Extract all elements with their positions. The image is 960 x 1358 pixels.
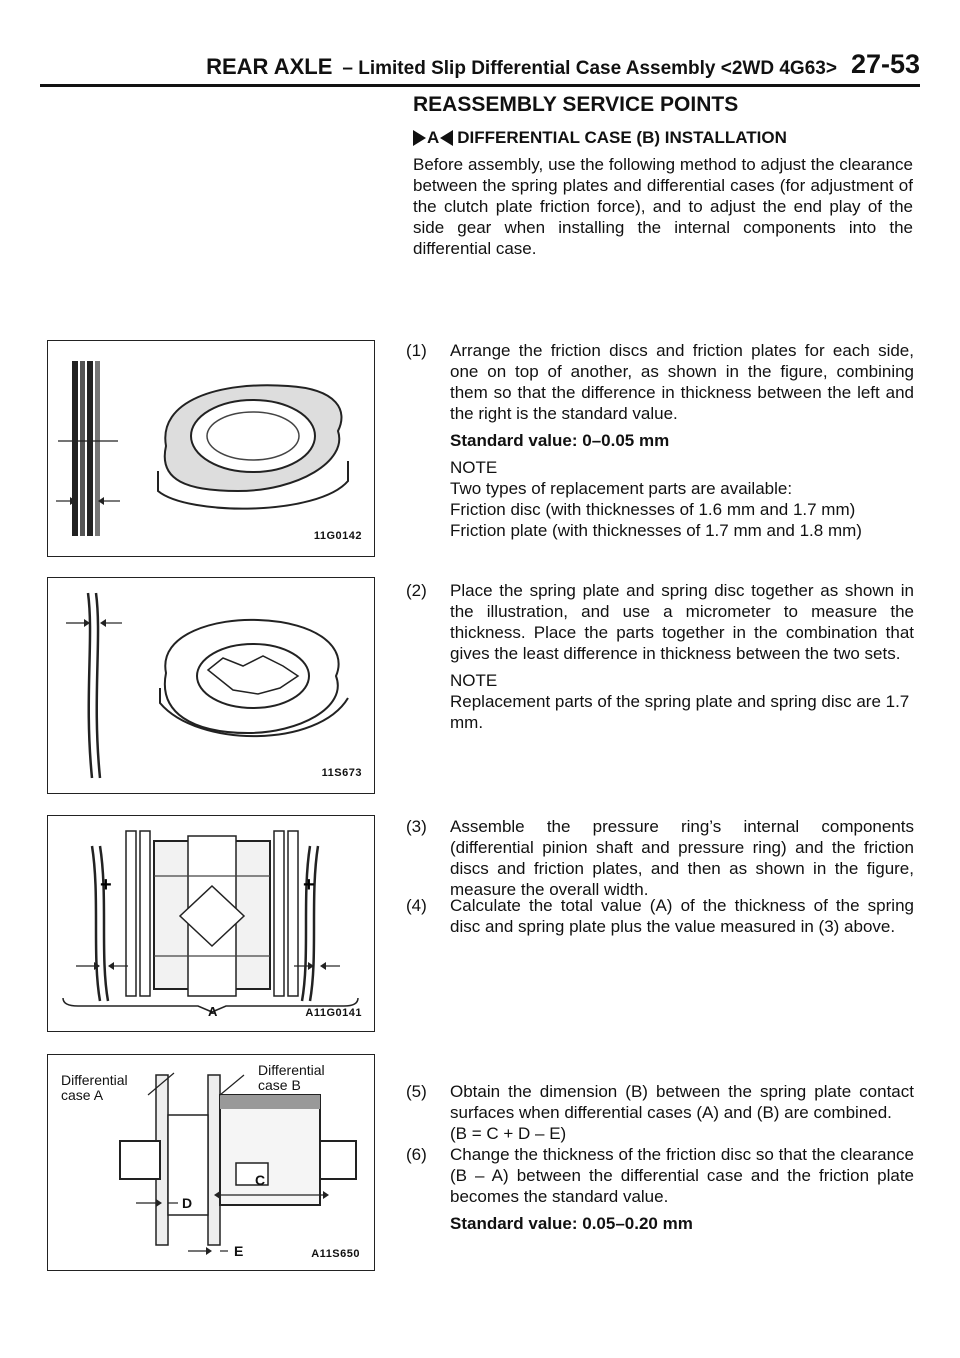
note-1 bbox=[450, 457, 914, 541]
arrow-left-icon bbox=[440, 130, 453, 146]
figure-differential-cases bbox=[47, 1054, 375, 1271]
step-4 bbox=[406, 895, 914, 937]
figure-spring-plate bbox=[47, 577, 375, 794]
page-number: 27-53 bbox=[850, 49, 920, 79]
note-line: Two types of replacement parts are available: bbox=[450, 479, 793, 498]
dimension-label-a: A bbox=[208, 1004, 218, 1019]
note-line: Replacement parts of the spring plate and spring disc are 1.7 mm. bbox=[450, 692, 910, 732]
step-number: (5) bbox=[406, 1082, 427, 1101]
step-5 bbox=[406, 1081, 914, 1144]
subtitle-marker: A bbox=[427, 128, 440, 147]
step-text: Change the thickness of the friction disc so that the clearance (B – A) between the differential case and the friction plate becomes the standard value. bbox=[450, 1145, 914, 1206]
step-6 bbox=[406, 1144, 914, 1234]
section-title: REAR AXLE bbox=[206, 54, 333, 79]
step-number: (6) bbox=[406, 1145, 427, 1164]
svg-text:+: + bbox=[303, 874, 315, 896]
note-title: NOTE bbox=[450, 458, 498, 477]
subsection-title: – Limited Slip Differential Case Assembly <2WD 4G63> bbox=[342, 58, 837, 79]
step-number: (1) bbox=[406, 341, 427, 360]
label-differential-case-a: Differential case A bbox=[61, 1072, 128, 1103]
note-title: NOTE bbox=[450, 671, 498, 690]
step-number: (4) bbox=[406, 896, 427, 915]
installation-subtitle bbox=[413, 127, 913, 148]
step-text: Obtain the dimension (B) between the spring plate contact surfaces when differential cases (A) and (B) are combined. bbox=[450, 1082, 914, 1122]
service-points-title: REASSEMBLY SERVICE POINTS bbox=[413, 93, 739, 116]
arrow-right-icon bbox=[413, 130, 426, 146]
note-line: Friction plate (with thicknesses of 1.7 mm and 1.8 mm) bbox=[450, 521, 862, 540]
figure-friction-discs bbox=[47, 340, 375, 557]
step-3 bbox=[406, 816, 914, 900]
spring-plate-illustration bbox=[48, 578, 374, 793]
figure-overall-width bbox=[47, 815, 375, 1032]
dimension-label-e: E bbox=[234, 1243, 244, 1259]
dimension-label-c: C bbox=[255, 1172, 266, 1188]
step-1 bbox=[406, 340, 914, 541]
intro-paragraph: Before assembly, use the following method to adjust the clearance between the spring plates and differential cases (for adjustment of the clutch plate friction force), and to adjust the end play of the side gear when installing the internal components into the differential case. bbox=[413, 155, 913, 258]
subtitle-text: DIFFERENTIAL CASE (B) INSTALLATION bbox=[457, 128, 787, 147]
svg-text:+: + bbox=[100, 874, 112, 896]
note-line: Friction disc (with thicknesses of 1.6 mm and 1.7 mm) bbox=[450, 500, 856, 519]
pressure-ring-assembly-illustration bbox=[48, 816, 374, 1031]
header-rule bbox=[40, 84, 920, 87]
step-text: Calculate the total value (A) of the thickness of the spring disc and spring plate plus the value measured in (3) above. bbox=[450, 896, 914, 936]
step-text: Arrange the friction discs and friction plates for each side, one on top of another, as shown in the figure, combining them so that the difference in thickness between the left and the right is the standard value. bbox=[450, 341, 914, 423]
step-2 bbox=[406, 580, 914, 733]
figure-code: A11S650 bbox=[311, 1248, 360, 1260]
standard-value-2: Standard value: 0.05–0.20 mm bbox=[450, 1214, 693, 1233]
step-text: Place the spring plate and spring disc together as shown in the illustration, and use a micrometer to measure the thickness. Place the parts together in the combination that gives the least difference in thickness between the two sets. bbox=[450, 581, 914, 663]
step-number: (3) bbox=[406, 817, 427, 836]
standard-value-1: Standard value: 0–0.05 mm bbox=[450, 431, 670, 450]
dimension-label-d: D bbox=[182, 1195, 193, 1211]
figure-code: A11G0141 bbox=[305, 1007, 362, 1019]
note-2 bbox=[450, 670, 914, 733]
formula-text: (B = C + D – E) bbox=[450, 1124, 567, 1143]
page-header bbox=[40, 40, 920, 80]
step-text: Assemble the pressure ring’s internal components (differential pinion shaft and pressure ring) and the friction discs and friction plates, and then as shown in the figure, measure the overall width. bbox=[450, 817, 914, 899]
friction-disc-illustration bbox=[48, 341, 374, 556]
step-number: (2) bbox=[406, 581, 427, 600]
label-differential-case-b: Differential case B bbox=[258, 1062, 325, 1093]
figure-code: 11S673 bbox=[321, 767, 362, 779]
figure-code: 11G0142 bbox=[313, 530, 362, 542]
